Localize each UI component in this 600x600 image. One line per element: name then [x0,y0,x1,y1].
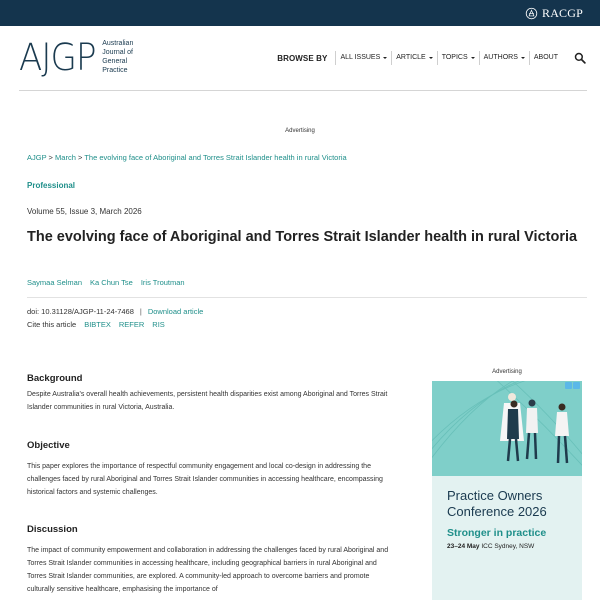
cite-bibtex-link[interactable]: BIBTEX [84,320,111,329]
ad-subtitle: Stronger in practice [447,527,547,539]
cite-refer-link[interactable]: REFER [118,320,145,329]
doi-text: doi: 10.31128/AJGP-11-24-7468 [27,307,134,316]
logo-sub-line: General [102,58,128,65]
logo-sub-line: Australian [102,40,134,47]
background-text: Despite Australia's overall health achievements, persistent health disparities exist among Aboriginal and Torres Strait Islander communities in rural Victoria, Australia. [27,391,388,411]
nav-label: ABOUT [533,54,558,61]
top-bar [0,0,600,26]
ad-illustration [432,381,582,476]
ad-title [447,488,547,520]
conference-ad[interactable] [432,381,582,600]
cite-ris-link[interactable]: RIS [152,320,165,329]
ajgp-logo[interactable] [19,38,142,78]
cite-row [27,320,165,329]
breadcrumb-separator: > [48,153,53,162]
nav-label: TOPICS [441,54,468,61]
people-illustration-icon [432,381,582,476]
ad-close-icon [573,382,580,389]
article-title: The evolving face of Aboriginal and Torres Strait Islander health in rural Victoria [27,229,578,245]
ad-venue: ICC Sydney, NSW [481,543,535,550]
logo-mark: AJGP [19,36,96,79]
nav-article[interactable] [391,51,436,65]
browse-by-label: BROWSE BY [277,53,328,63]
nav-label: AUTHORS [483,54,518,61]
ad-label-side: Advertising [492,369,522,375]
nav-all-issues[interactable] [335,51,391,65]
breadcrumb-separator: > [77,153,83,162]
author-link[interactable]: Ka Chun Tse [90,278,133,287]
site-header [0,26,600,90]
abstract-discussion [27,524,397,596]
nav-label: ARTICLE [396,54,426,61]
article-section-tag[interactable]: Professional [27,181,76,190]
nav-label: ALL ISSUES [340,54,381,61]
download-article-link[interactable]: Download article [147,307,204,316]
discussion-heading: Discussion [27,524,78,535]
caret-down-icon [521,57,525,59]
racgp-brand: RACGP [541,6,583,20]
objective-text: This paper explores the importance of respectful community engagement and local co-design in addressing the challenges faced by rural Aboriginal and Torres Strait Islander communities in accessing healthcare, encompassing historical factors and systemic challenges. [27,463,383,496]
ad-label-top: Advertising [285,128,315,134]
doi-separator: | [139,307,142,316]
breadcrumb-march[interactable]: March [55,153,76,162]
breadcrumb-ajgp[interactable]: AJGP [27,153,47,162]
ad-title-line: Conference 2026 [447,504,547,519]
ad-info-icon [565,382,572,389]
nav-about[interactable] [529,51,562,65]
main-nav [277,51,586,65]
author-list [27,278,185,287]
discussion-text: The impact of community empowerment and collaboration in addressing the challenges faced by rural Aboriginal and Torres Strait Islander communities in accessing healthcare, including geographical barriers in rural Aboriginal and Torres Strait Islander communities, are explored. A community-led approach to overcome barriers and promote culturally sensitive healthcare, emphasising the importance of [27,547,389,593]
abstract-objective [27,440,397,499]
breadcrumb [27,153,347,162]
racgp-crest-icon [525,7,538,20]
logo-sub-line: Journal of [102,49,133,56]
logo-subtitle [102,39,142,75]
caret-down-icon [383,57,387,59]
author-link[interactable]: Iris Troutman [140,278,185,287]
header-divider [19,90,587,91]
article-volume: Volume 55, Issue 3, March 2026 [27,207,142,216]
doi-row [27,307,203,316]
breadcrumb-current[interactable]: The evolving face of Aboriginal and Torres Strait Islander health in rural Victoria [84,153,347,162]
authors-divider [27,297,587,298]
caret-down-icon [429,57,433,59]
ad-date: 23–24 May [447,543,480,550]
racgp-link[interactable] [525,6,583,21]
background-heading: Background [27,373,83,384]
nav-authors[interactable] [479,51,529,65]
logo-sub-line: Practice [102,67,128,74]
ad-choices-badge[interactable] [565,382,580,389]
search-icon[interactable] [574,52,586,64]
abstract-background [27,373,397,414]
nav-topics[interactable] [437,51,479,65]
ad-title-line: Practice Owners [447,488,543,503]
author-link[interactable]: Saymaa Selman [27,278,83,287]
ad-date-venue [447,543,534,550]
caret-down-icon [471,57,475,59]
cite-label: Cite this article [27,320,77,329]
objective-heading: Objective [27,440,70,451]
